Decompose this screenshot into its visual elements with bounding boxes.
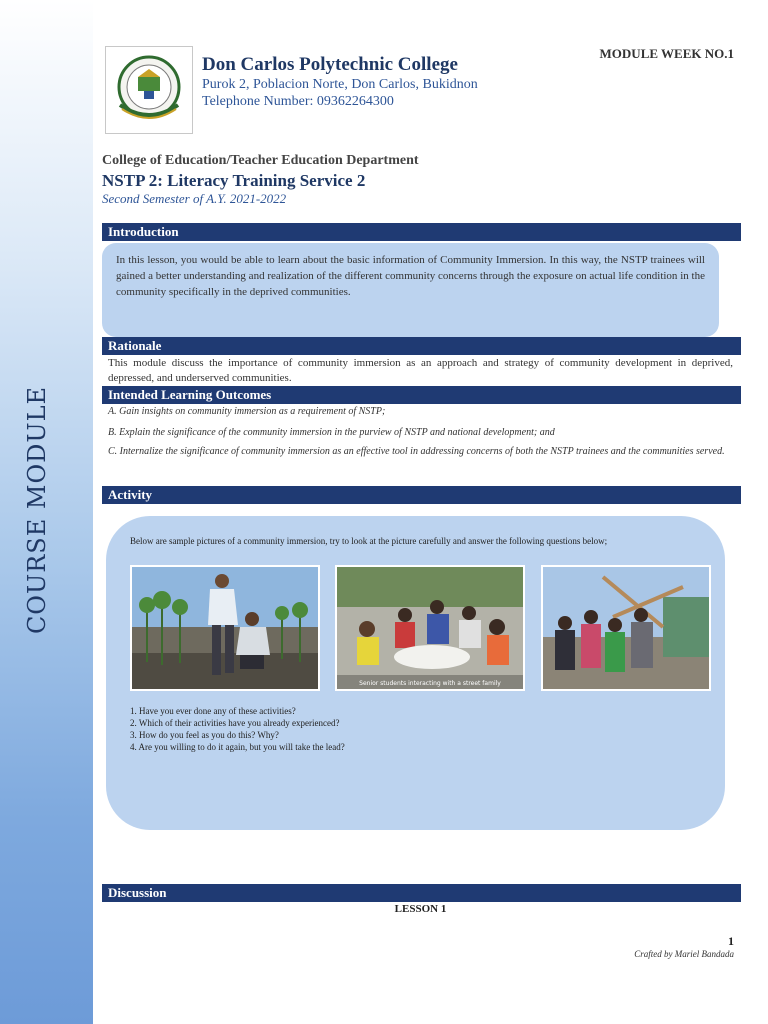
rationale-text: This module discuss the importance of community immersion as an approach and strategy of community development in deprived, depressed, and underserved communities. — [108, 357, 733, 384]
question-item: 4. Are you willing to do it again, but you will take the lead? — [130, 742, 345, 752]
department: College of Education/Teacher Education Department — [102, 153, 419, 168]
lesson-label: LESSON 1 — [394, 903, 447, 915]
side-title: COURSE MODULE — [23, 385, 51, 635]
page-number: 1 — [728, 934, 734, 948]
question-item: 3. How do you feel as you do this? Why? — [130, 730, 279, 740]
module-week: MODULE WEEK NO.1 — [599, 46, 734, 61]
outcomes-heading: Intended Learning Outcomes — [102, 386, 741, 404]
photo-community-construction — [541, 565, 711, 691]
outcome-item: B. Explain the significance of the community immersion in the purview of NSTP and national development; and — [108, 427, 555, 438]
outcome-item: C. Internalize the significance of community immersion as an effective tool in addressing concerns of both the NSTP trainees and the communities served. — [108, 446, 725, 457]
photo-street-family — [335, 565, 525, 691]
semester: Second Semester of A.Y. 2021-2022 — [102, 191, 287, 206]
college-address: Purok 2, Poblacion Norte, Don Carlos, Bukidnon — [202, 77, 478, 92]
college-name: Don Carlos Polytechnic College — [202, 54, 458, 75]
rationale-heading: Rationale — [102, 337, 741, 355]
photo-caption: Senior students interacting with a street family — [359, 680, 501, 687]
question-item: 2. Which of their activities have you already experienced? — [130, 718, 340, 728]
introduction-heading: Introduction — [102, 223, 741, 241]
college-seal-icon — [105, 46, 193, 134]
course-title: NSTP 2: Literacy Training Service 2 — [102, 171, 366, 190]
photo-mangrove-planting — [130, 565, 320, 691]
activity-intro: Below are sample pictures of a community immersion, try to look at the picture carefully and answer the following questions below; — [130, 536, 608, 546]
outcome-item: A. Gain insights on community immersion as a requirement of NSTP; — [108, 406, 386, 417]
activity-heading: Activity — [102, 486, 741, 504]
introduction-text: In this lesson, you would be able to learn about the basic information of Community Immersion. In this way, the NSTP trainees will gained a better understanding and realization of the different community concerns through the exposure on actual life condition in the community specifically in the deprived communities. — [116, 254, 705, 298]
discussion-heading: Discussion — [102, 884, 741, 902]
question-item: 1. Have you ever done any of these activities? — [130, 706, 296, 716]
college-telephone: Telephone Number: 09362264300 — [202, 94, 394, 109]
crafted-by: Crafted by Mariel Bandada — [634, 949, 734, 959]
